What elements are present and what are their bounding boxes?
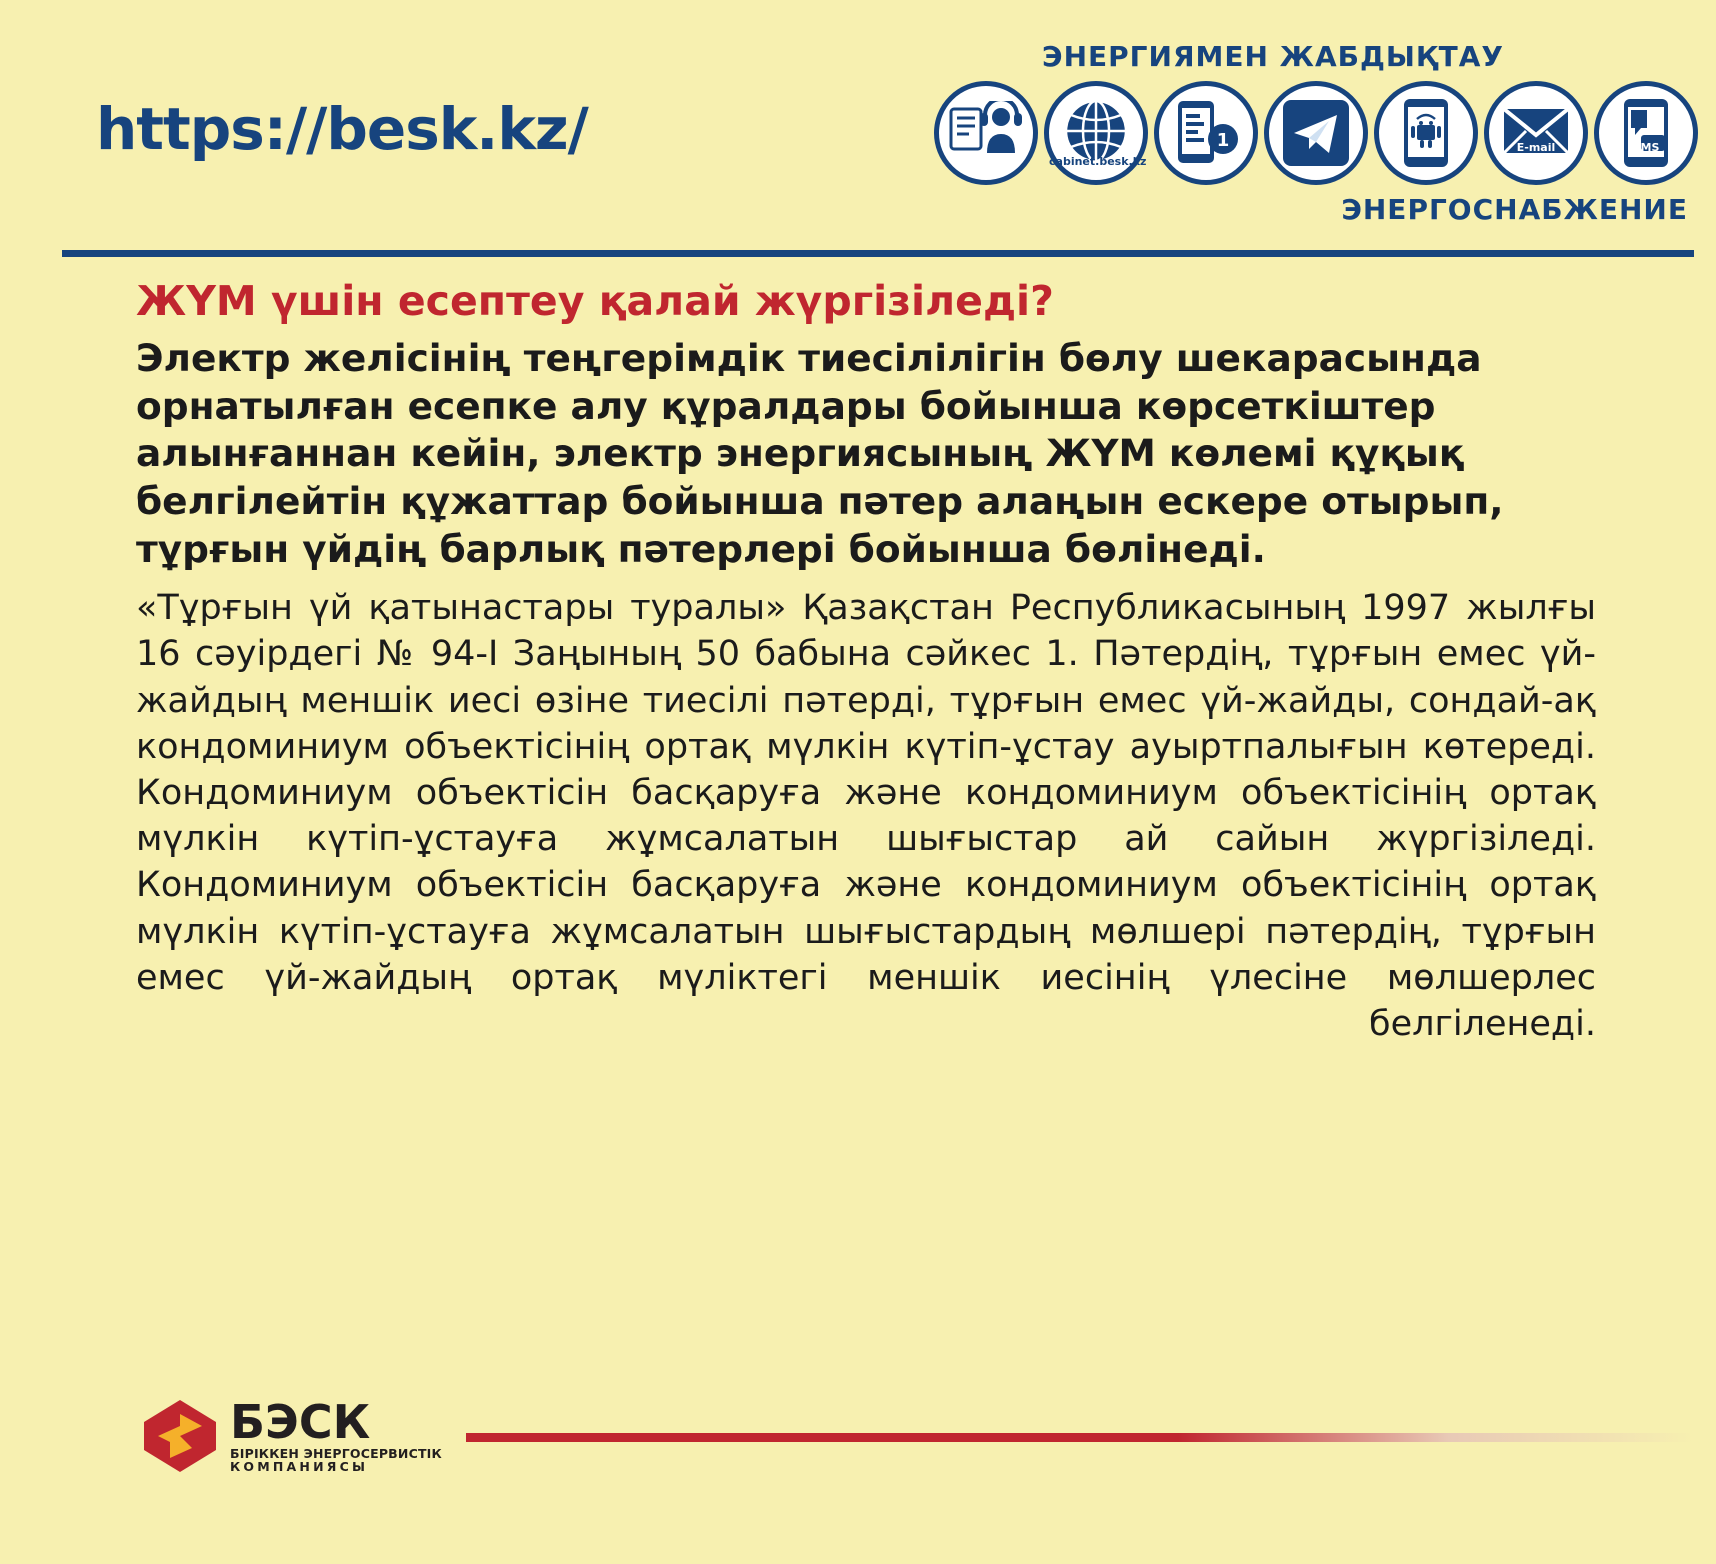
- call-center-icon[interactable]: [934, 81, 1038, 185]
- email-icon[interactable]: [1484, 81, 1588, 185]
- besk-logo-title: БЭСК: [230, 1395, 371, 1449]
- footer-divider: [466, 1433, 1694, 1442]
- body-paragraph: «Тұрғын үй қатынастары туралы» Қазақстан Республикасының 1997 жылғы 16 сәуірдегі № 94-I Заңының 50 бабына сәйкес 1. Пәтердің, тұрғын емес үй-жайдың меншік иесі өзіне тиесілі пәтерді, тұрғын емес үй-жайды, сондай-ақ кондоминиум объектісінің ортақ мүлкін күтіп-ұстау ауыртпалығын көтереді. Кондоминиум объектісін басқаруға және кондоминиум объектісінің ортақ мүлкін күтіп-ұстауға жұмсалатын шығыстар ай сайын жүргізіледі. Кондоминиум объектісін басқаруға және кондоминиум объектісінің ортақ мүлкін күтіп-ұстауға жұмсалатын шығыстардың мөлшері пәтердің, тұрғын емес үй-жайдың ортақ мүліктегі меншік иесінің үлесіне мөлшерлес белгіленеді.: [136, 588, 1596, 1044]
- header-label-kazakh: ЭНЕРГИЯМЕН ЖАБДЫҚТАУ: [1042, 40, 1504, 73]
- email-icon-caption: E-mail: [1516, 141, 1556, 154]
- header-divider: [62, 250, 1694, 257]
- globe-icon[interactable]: [1044, 81, 1148, 185]
- lead-paragraph: Электр желісінің теңгерімдік тиесілілігін бөлу шекарасында орнатылған есепке алу құралдары бойынша көрсеткіштер алынғаннан кейін, электр энергиясының ЖҮМ көлемі құқық белгілейтін құжаттар бойынша пәтер алаңын ескере отырып, тұрғын үйдің барлық пәтерлері бойынша бөлінеді.: [136, 336, 1504, 571]
- question-title: ЖҮМ үшін есептеу қалай жүргізіледі?: [136, 277, 1054, 325]
- mobile-app-icon[interactable]: [1154, 81, 1258, 185]
- header-branding-block: [848, 40, 1698, 226]
- site-url[interactable]: https://besk.kz/: [96, 95, 588, 163]
- header-label-russian: ЭНЕРГОСНАБЖЕНИЕ: [1341, 193, 1688, 226]
- poster-header: [0, 0, 1716, 250]
- besk-logo-subtitle-2: КОМПАНИЯСЫ: [230, 1458, 369, 1474]
- poster-content: [136, 278, 1656, 1047]
- besk-logo[interactable]: [140, 1396, 442, 1476]
- sms-icon[interactable]: [1594, 81, 1698, 185]
- contact-channel-icons: [848, 81, 1698, 185]
- poster-footer: [0, 1384, 1716, 1504]
- android-app-icon[interactable]: [1374, 81, 1478, 185]
- globe-icon-caption: cabinet.besk.kz: [1049, 155, 1147, 168]
- besk-logo-subtitle-1: БІРІККЕН ЭНЕРГОСЕРВИСТІК: [230, 1446, 442, 1461]
- besk-logo-text: [230, 1395, 442, 1474]
- svg-text:1: 1: [1216, 130, 1230, 151]
- sms-icon-caption: SMS: [1632, 141, 1660, 154]
- besk-logo-mark: [140, 1396, 220, 1476]
- telegram-icon[interactable]: [1264, 81, 1368, 185]
